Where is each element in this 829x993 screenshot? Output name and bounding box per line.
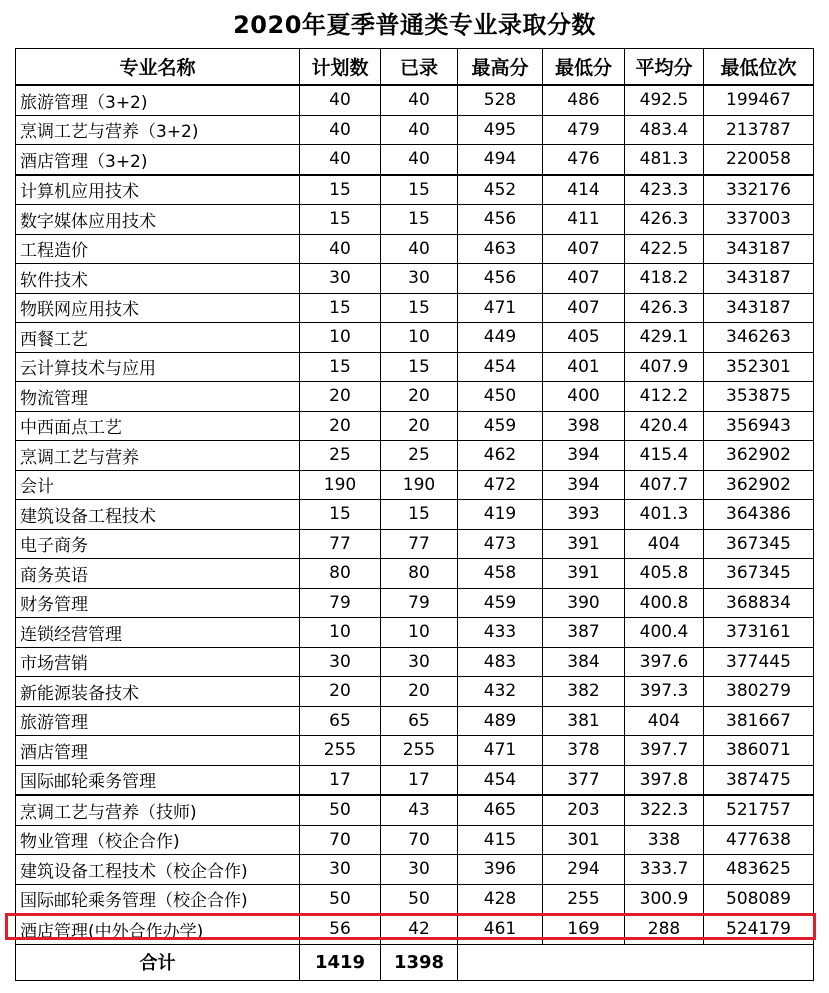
cell-max-score: 450 <box>458 382 543 412</box>
cell-avg-score: 322.3 <box>625 795 704 825</box>
cell-min-rank: 367345 <box>704 559 814 589</box>
cell-min-rank: 364386 <box>704 500 814 530</box>
cell-min-rank: 368834 <box>704 588 814 618</box>
cell-min-score: 203 <box>543 795 625 825</box>
cell-min-score: 407 <box>543 264 625 294</box>
cell-min-score: 390 <box>543 588 625 618</box>
cell-min-score: 378 <box>543 736 625 766</box>
table-row <box>16 559 814 589</box>
cell-admitted: 42 <box>381 914 458 944</box>
header-plan-count: 计划数 <box>300 49 381 86</box>
cell-min-rank: 524179 <box>704 914 814 944</box>
cell-min-score: 394 <box>543 441 625 471</box>
cell-max-score: 528 <box>458 85 543 115</box>
cell-avg-score: 400.4 <box>625 618 704 648</box>
cell-max-score: 449 <box>458 323 543 353</box>
cell-admitted: 15 <box>381 293 458 323</box>
cell-avg-score: 483.4 <box>625 115 704 145</box>
cell-plan-count: 20 <box>300 411 381 441</box>
table-row <box>16 352 814 382</box>
cell-avg-score: 426.3 <box>625 293 704 323</box>
cell-min-rank: 337003 <box>704 205 814 235</box>
cell-admitted: 25 <box>381 441 458 471</box>
cell-min-rank: 521757 <box>704 795 814 825</box>
cell-min-rank: 213787 <box>704 115 814 145</box>
cell-min-score: 407 <box>543 293 625 323</box>
cell-plan-count: 255 <box>300 736 381 766</box>
table-row <box>16 411 814 441</box>
cell-admitted: 80 <box>381 559 458 589</box>
cell-min-score: 414 <box>543 175 625 205</box>
cell-avg-score: 405.8 <box>625 559 704 589</box>
cell-plan-count: 15 <box>300 500 381 530</box>
cell-major-name: 云计算技术与应用 <box>16 352 300 382</box>
cell-avg-score: 397.6 <box>625 647 704 677</box>
cell-min-rank: 387475 <box>704 765 814 795</box>
cell-admitted: 50 <box>381 884 458 914</box>
cell-major-name: 建筑设备工程技术（校企合作) <box>16 855 300 885</box>
cell-avg-score: 407.9 <box>625 352 704 382</box>
cell-plan-count: 15 <box>300 352 381 382</box>
cell-min-rank: 353875 <box>704 382 814 412</box>
cell-plan-count: 20 <box>300 382 381 412</box>
table-row <box>16 145 814 175</box>
cell-admitted: 17 <box>381 765 458 795</box>
cell-min-score: 301 <box>543 825 625 855</box>
cell-max-score: 396 <box>458 855 543 885</box>
cell-min-rank: 352301 <box>704 352 814 382</box>
cell-major-name: 烹调工艺与营养（技师) <box>16 795 300 825</box>
cell-min-rank: 377445 <box>704 647 814 677</box>
table-row <box>16 382 814 412</box>
header-max-score: 最高分 <box>458 49 543 86</box>
cell-major-name: 旅游管理 <box>16 706 300 736</box>
cell-avg-score: 422.5 <box>625 234 704 264</box>
cell-plan-count: 40 <box>300 85 381 115</box>
cell-admitted: 30 <box>381 264 458 294</box>
total-empty-cell <box>458 944 814 980</box>
cell-major-name: 西餐工艺 <box>16 323 300 353</box>
admission-score-table <box>15 48 814 981</box>
cell-min-score: 384 <box>543 647 625 677</box>
cell-plan-count: 56 <box>300 914 381 944</box>
cell-min-rank: 220058 <box>704 145 814 175</box>
cell-major-name: 烹调工艺与营养 <box>16 441 300 471</box>
cell-min-score: 381 <box>543 706 625 736</box>
cell-avg-score: 481.3 <box>625 145 704 175</box>
cell-admitted: 30 <box>381 647 458 677</box>
cell-major-name: 酒店管理（3+2) <box>16 145 300 175</box>
cell-plan-count: 15 <box>300 175 381 205</box>
cell-max-score: 472 <box>458 470 543 500</box>
cell-min-score: 393 <box>543 500 625 530</box>
table-body <box>16 85 814 944</box>
cell-min-score: 169 <box>543 914 625 944</box>
cell-major-name: 物联网应用技术 <box>16 293 300 323</box>
cell-max-score: 432 <box>458 677 543 707</box>
cell-avg-score: 404 <box>625 529 704 559</box>
cell-max-score: 454 <box>458 765 543 795</box>
cell-avg-score: 397.8 <box>625 765 704 795</box>
cell-plan-count: 40 <box>300 234 381 264</box>
header-min-rank: 最低位次 <box>704 49 814 86</box>
cell-major-name: 财务管理 <box>16 588 300 618</box>
cell-min-score: 294 <box>543 855 625 885</box>
cell-major-name: 中西面点工艺 <box>16 411 300 441</box>
cell-admitted: 40 <box>381 234 458 264</box>
table-row <box>16 825 814 855</box>
cell-plan-count: 30 <box>300 647 381 677</box>
cell-max-score: 462 <box>458 441 543 471</box>
cell-avg-score: 423.3 <box>625 175 704 205</box>
total-row <box>16 944 814 980</box>
cell-max-score: 489 <box>458 706 543 736</box>
cell-plan-count: 25 <box>300 441 381 471</box>
table-row <box>16 234 814 264</box>
cell-min-score: 407 <box>543 234 625 264</box>
cell-avg-score: 397.3 <box>625 677 704 707</box>
cell-max-score: 471 <box>458 736 543 766</box>
table-row <box>16 855 814 885</box>
cell-major-name: 工程造价 <box>16 234 300 264</box>
cell-admitted: 20 <box>381 677 458 707</box>
cell-major-name: 会计 <box>16 470 300 500</box>
cell-avg-score: 288 <box>625 914 704 944</box>
table-header-row <box>16 49 814 86</box>
total-plan: 1419 <box>300 944 381 980</box>
cell-avg-score: 415.4 <box>625 441 704 471</box>
cell-min-rank: 477638 <box>704 825 814 855</box>
cell-admitted: 40 <box>381 145 458 175</box>
cell-max-score: 495 <box>458 115 543 145</box>
table-row <box>16 765 814 795</box>
cell-max-score: 454 <box>458 352 543 382</box>
cell-major-name: 连锁经营管理 <box>16 618 300 648</box>
cell-avg-score: 401.3 <box>625 500 704 530</box>
cell-admitted: 79 <box>381 588 458 618</box>
cell-admitted: 65 <box>381 706 458 736</box>
cell-avg-score: 492.5 <box>625 85 704 115</box>
cell-min-score: 394 <box>543 470 625 500</box>
table-row <box>16 323 814 353</box>
cell-major-name: 烹调工艺与营养（3+2) <box>16 115 300 145</box>
cell-max-score: 471 <box>458 293 543 323</box>
cell-max-score: 433 <box>458 618 543 648</box>
table-row <box>16 884 814 914</box>
cell-min-score: 382 <box>543 677 625 707</box>
cell-max-score: 459 <box>458 411 543 441</box>
cell-plan-count: 30 <box>300 264 381 294</box>
cell-min-rank: 346263 <box>704 323 814 353</box>
cell-min-rank: 380279 <box>704 677 814 707</box>
cell-admitted: 255 <box>381 736 458 766</box>
header-avg-score: 平均分 <box>625 49 704 86</box>
cell-max-score: 461 <box>458 914 543 944</box>
page-title: 2020年夏季普通类专业录取分数 <box>233 11 596 39</box>
cell-admitted: 70 <box>381 825 458 855</box>
cell-plan-count: 79 <box>300 588 381 618</box>
cell-admitted: 10 <box>381 323 458 353</box>
cell-min-rank: 332176 <box>704 175 814 205</box>
cell-major-name: 市场营销 <box>16 647 300 677</box>
cell-plan-count: 20 <box>300 677 381 707</box>
cell-plan-count: 190 <box>300 470 381 500</box>
table-row <box>16 500 814 530</box>
cell-min-score: 479 <box>543 115 625 145</box>
cell-major-name: 电子商务 <box>16 529 300 559</box>
table-row <box>16 647 814 677</box>
cell-min-rank: 367345 <box>704 529 814 559</box>
cell-admitted: 40 <box>381 115 458 145</box>
cell-avg-score: 418.2 <box>625 264 704 294</box>
cell-plan-count: 77 <box>300 529 381 559</box>
table-row <box>16 706 814 736</box>
cell-admitted: 15 <box>381 175 458 205</box>
cell-major-name: 计算机应用技术 <box>16 175 300 205</box>
cell-max-score: 415 <box>458 825 543 855</box>
cell-major-name: 国际邮轮乘务管理 <box>16 765 300 795</box>
table-row <box>16 115 814 145</box>
cell-min-score: 401 <box>543 352 625 382</box>
cell-avg-score: 412.2 <box>625 382 704 412</box>
cell-major-name: 数字媒体应用技术 <box>16 205 300 235</box>
cell-avg-score: 338 <box>625 825 704 855</box>
table-row <box>16 293 814 323</box>
table-row <box>16 677 814 707</box>
cell-min-rank: 483625 <box>704 855 814 885</box>
cell-avg-score: 300.9 <box>625 884 704 914</box>
cell-min-score: 400 <box>543 382 625 412</box>
cell-major-name: 新能源装备技术 <box>16 677 300 707</box>
cell-major-name: 商务英语 <box>16 559 300 589</box>
cell-major-name: 物流管理 <box>16 382 300 412</box>
cell-avg-score: 407.7 <box>625 470 704 500</box>
cell-admitted: 15 <box>381 500 458 530</box>
cell-min-score: 486 <box>543 85 625 115</box>
cell-admitted: 40 <box>381 85 458 115</box>
cell-plan-count: 10 <box>300 323 381 353</box>
cell-avg-score: 429.1 <box>625 323 704 353</box>
cell-min-rank: 343187 <box>704 264 814 294</box>
total-label: 合计 <box>16 944 300 980</box>
cell-max-score: 456 <box>458 205 543 235</box>
cell-min-score: 398 <box>543 411 625 441</box>
table-row <box>16 588 814 618</box>
cell-max-score: 463 <box>458 234 543 264</box>
cell-admitted: 77 <box>381 529 458 559</box>
cell-admitted: 15 <box>381 352 458 382</box>
cell-min-score: 405 <box>543 323 625 353</box>
table-row <box>16 618 814 648</box>
cell-plan-count: 50 <box>300 884 381 914</box>
header-min-score: 最低分 <box>543 49 625 86</box>
cell-admitted: 15 <box>381 205 458 235</box>
cell-max-score: 483 <box>458 647 543 677</box>
cell-min-rank: 508089 <box>704 884 814 914</box>
cell-max-score: 494 <box>458 145 543 175</box>
header-admitted: 已录 <box>381 49 458 86</box>
cell-min-score: 255 <box>543 884 625 914</box>
cell-major-name: 建筑设备工程技术 <box>16 500 300 530</box>
cell-avg-score: 420.4 <box>625 411 704 441</box>
cell-min-rank: 343187 <box>704 293 814 323</box>
cell-min-rank: 199467 <box>704 85 814 115</box>
cell-admitted: 20 <box>381 382 458 412</box>
cell-plan-count: 80 <box>300 559 381 589</box>
cell-major-name: 酒店管理(中外合作办学) <box>16 914 300 944</box>
table-row <box>16 470 814 500</box>
cell-avg-score: 400.8 <box>625 588 704 618</box>
cell-max-score: 419 <box>458 500 543 530</box>
cell-admitted: 10 <box>381 618 458 648</box>
cell-plan-count: 10 <box>300 618 381 648</box>
cell-admitted: 30 <box>381 855 458 885</box>
cell-admitted: 43 <box>381 795 458 825</box>
cell-major-name: 软件技术 <box>16 264 300 294</box>
table-row <box>16 205 814 235</box>
table-row <box>16 736 814 766</box>
cell-min-rank: 373161 <box>704 618 814 648</box>
cell-plan-count: 17 <box>300 765 381 795</box>
cell-min-rank: 343187 <box>704 234 814 264</box>
cell-max-score: 452 <box>458 175 543 205</box>
cell-max-score: 456 <box>458 264 543 294</box>
cell-major-name: 国际邮轮乘务管理（校企合作) <box>16 884 300 914</box>
cell-max-score: 428 <box>458 884 543 914</box>
cell-min-score: 391 <box>543 529 625 559</box>
cell-plan-count: 70 <box>300 825 381 855</box>
table-row <box>16 441 814 471</box>
cell-max-score: 473 <box>458 529 543 559</box>
cell-max-score: 459 <box>458 588 543 618</box>
cell-min-rank: 362902 <box>704 470 814 500</box>
header-major-name: 专业名称 <box>16 49 300 86</box>
cell-admitted: 190 <box>381 470 458 500</box>
cell-plan-count: 15 <box>300 205 381 235</box>
cell-avg-score: 404 <box>625 706 704 736</box>
cell-max-score: 458 <box>458 559 543 589</box>
cell-min-score: 377 <box>543 765 625 795</box>
cell-major-name: 旅游管理（3+2) <box>16 85 300 115</box>
cell-min-score: 391 <box>543 559 625 589</box>
cell-avg-score: 397.7 <box>625 736 704 766</box>
table-row <box>16 529 814 559</box>
cell-plan-count: 65 <box>300 706 381 736</box>
table-row <box>16 914 814 944</box>
cell-plan-count: 15 <box>300 293 381 323</box>
cell-major-name: 物业管理（校企合作) <box>16 825 300 855</box>
cell-avg-score: 426.3 <box>625 205 704 235</box>
table-row <box>16 264 814 294</box>
cell-major-name: 酒店管理 <box>16 736 300 766</box>
cell-min-score: 476 <box>543 145 625 175</box>
cell-plan-count: 40 <box>300 115 381 145</box>
cell-min-rank: 381667 <box>704 706 814 736</box>
cell-plan-count: 40 <box>300 145 381 175</box>
table-row <box>16 175 814 205</box>
cell-min-rank: 386071 <box>704 736 814 766</box>
cell-admitted: 20 <box>381 411 458 441</box>
table-row <box>16 795 814 825</box>
total-admitted: 1398 <box>381 944 458 980</box>
cell-avg-score: 333.7 <box>625 855 704 885</box>
cell-max-score: 465 <box>458 795 543 825</box>
table-row <box>16 85 814 115</box>
cell-plan-count: 30 <box>300 855 381 885</box>
cell-min-score: 387 <box>543 618 625 648</box>
cell-plan-count: 50 <box>300 795 381 825</box>
cell-min-rank: 356943 <box>704 411 814 441</box>
cell-min-score: 411 <box>543 205 625 235</box>
cell-min-rank: 362902 <box>704 441 814 471</box>
